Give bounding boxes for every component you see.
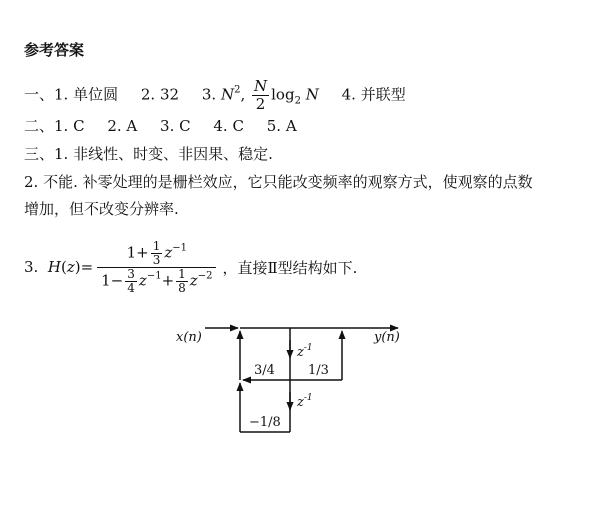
h-num-z-exp: −1 xyxy=(172,242,187,253)
s3-line-3: 增加，但不改变分辨率. xyxy=(24,200,179,218)
s1-a3-log: log xyxy=(271,85,295,104)
coef-a1-label: 3/4 xyxy=(254,363,275,378)
output-label: y(n) xyxy=(374,330,400,345)
h-den-int: 1− xyxy=(101,271,124,289)
delay-1-label xyxy=(296,343,313,360)
h-num-z: z xyxy=(164,243,173,261)
h-den-plus: + xyxy=(161,271,175,289)
h-func: H xyxy=(47,258,61,276)
coef-a2-label: −1/8 xyxy=(249,415,281,430)
s1-prefix: 一、1. xyxy=(24,85,74,104)
s1-a3-var: N xyxy=(220,85,235,104)
delay-1-z: z xyxy=(297,345,304,360)
delay-2-z: z xyxy=(297,395,304,410)
s1-answer-3-label: 3. xyxy=(201,85,217,104)
s2-answer-5: 5. A xyxy=(266,117,297,135)
s2-answer-2: 2. A xyxy=(107,117,138,135)
s3-line-1: 三、1. 非线性、时变、非因果、稳定. xyxy=(24,145,273,163)
s3-line-2: 2. 不能. 补零处理的是栅栏效应，它只能改变频率的观察方式，使观察的点数 xyxy=(24,173,533,191)
h-num-frac-num: 1 xyxy=(152,238,161,253)
s1-a3-log-arg: N xyxy=(305,85,319,104)
s1-a3-log-base: 2 xyxy=(294,95,301,107)
h-den-z2: z xyxy=(189,271,198,289)
transfer-function-line: 3. H ( z )= 1+ $\frac{1}{3}$ $z^{-1}$ 1− $\frac{3}{4}$ $z^{-1}+$ $\frac{1}{8}$ $z^{-2}$ ，直接Ⅱ型结构如下. xyxy=(24,238,358,295)
h-den-z1: z xyxy=(138,271,147,289)
h-num-int: 1+ xyxy=(126,243,149,261)
h-den-z2-exp: −2 xyxy=(197,270,213,281)
h-den-f1-den: 4 xyxy=(127,280,135,295)
h-den-f2-num: 1 xyxy=(178,266,186,281)
delay-2-exp: -1 xyxy=(303,393,313,403)
s1-a3-sep: , xyxy=(240,85,246,104)
s1-answer-2: 2. 32 xyxy=(140,85,180,104)
delay-2-label xyxy=(296,393,313,410)
s1-a3-frac-den: 2 xyxy=(255,95,266,113)
input-label: x(n) xyxy=(176,330,202,345)
h-num-frac-den: 3 xyxy=(152,252,161,267)
h-prefix: 3. xyxy=(24,258,39,276)
h-den-f2-den: 8 xyxy=(178,280,186,295)
h-arg: z xyxy=(66,258,75,276)
s1-a3-exp: 2 xyxy=(234,84,241,96)
s2-answer-1: 二、1. C xyxy=(24,117,85,135)
s2-answer-4: 4. C xyxy=(213,117,244,135)
s2-answer-3: 3. C xyxy=(160,117,191,135)
answer-title: 参考答案 xyxy=(24,41,85,59)
delay-1-exp: -1 xyxy=(303,343,313,353)
s1-answer-1: 单位圆 xyxy=(73,85,119,104)
h-den-z1-exp: −1 xyxy=(146,270,162,281)
h-suffix: ，直接Ⅱ型结构如下. xyxy=(222,258,358,277)
s1-a3-frac-num: N xyxy=(254,77,268,95)
coef-b1-label: 1/3 xyxy=(308,363,329,378)
s1-answer-4: 4. 并联型 xyxy=(341,85,406,104)
h-den-f1-num: 3 xyxy=(127,266,135,281)
